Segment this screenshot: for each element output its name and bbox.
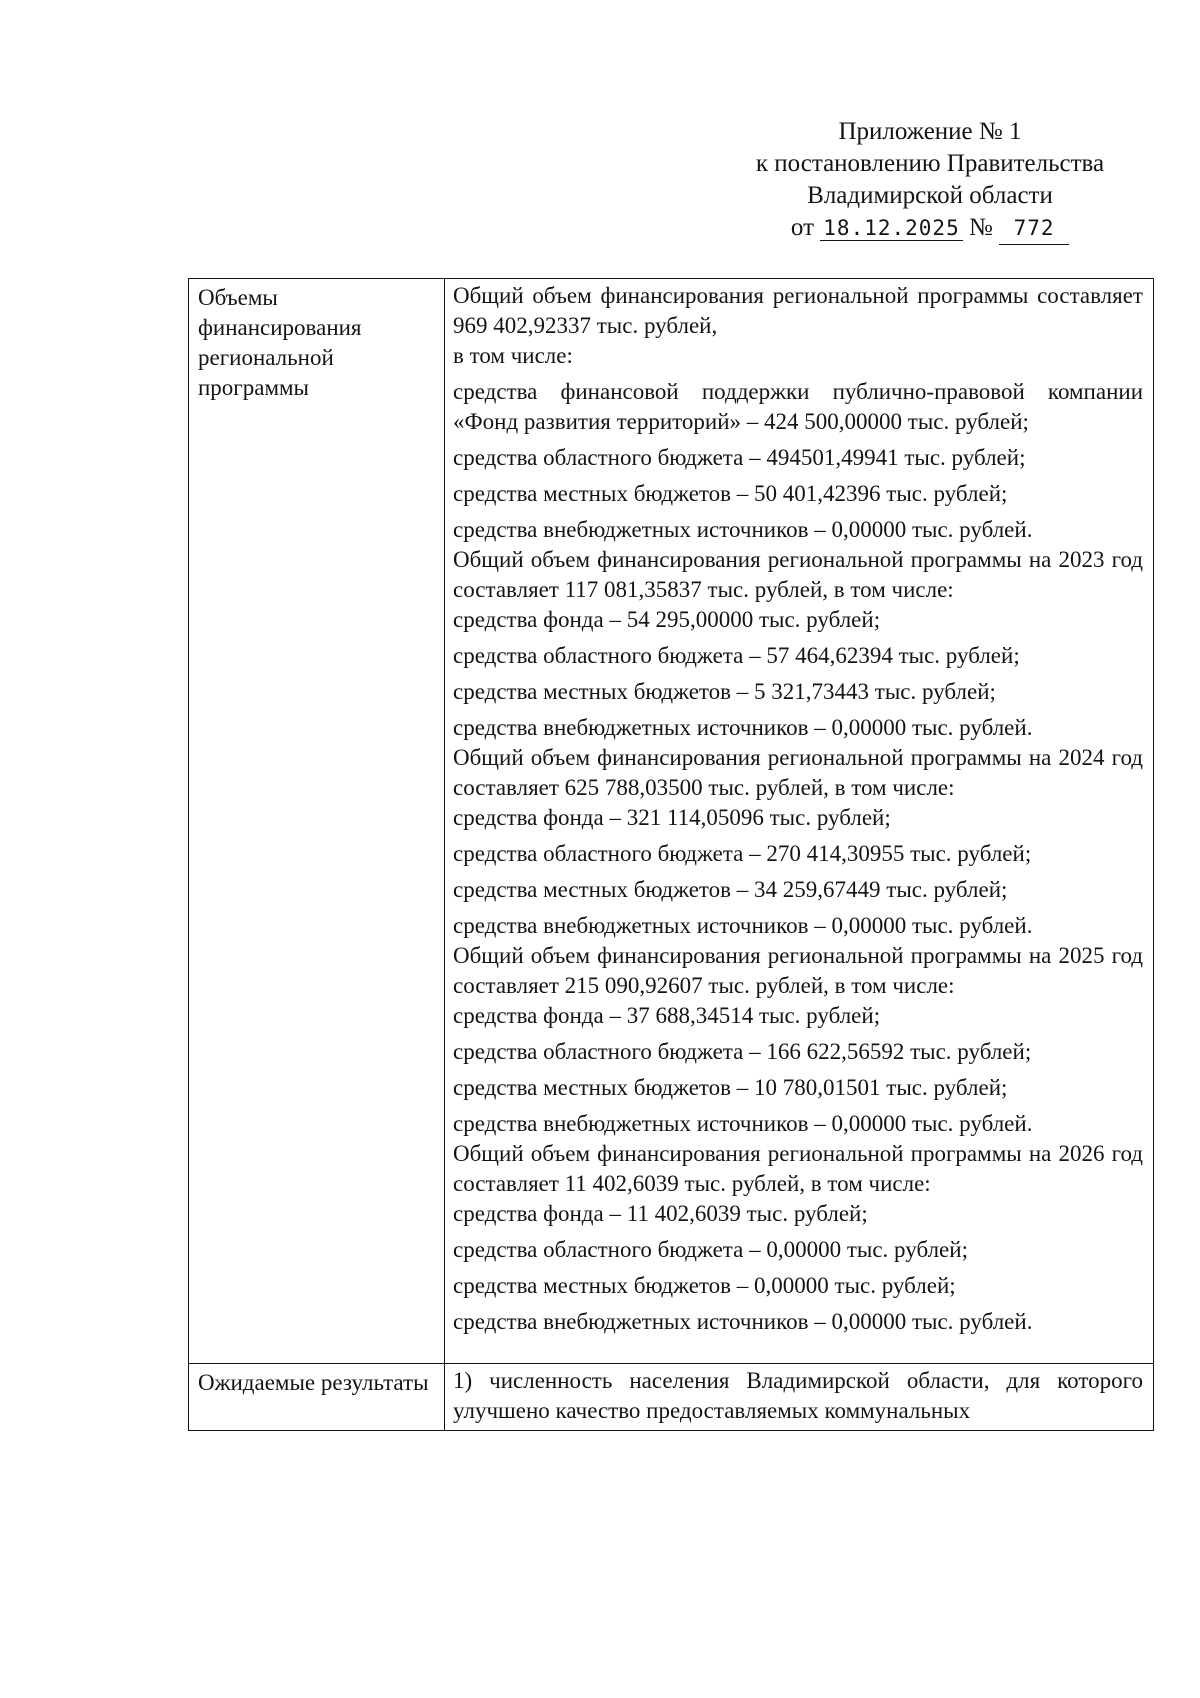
region-name: Владимирской области	[807, 182, 1053, 209]
resolution-date-number	[700, 212, 1160, 245]
financing-2024-local: средства местных бюджетов – 34 259,67449 тыс. рублей;	[453, 877, 1008, 902]
financing-2026-total: Общий объем финансирования региональной программы на 2026 год составляет 11 402,6039 тыс. рублей, в том числе:	[453, 1141, 1143, 1196]
financing-2025-local: средства местных бюджетов – 10 780,01501 тыс. рублей;	[453, 1075, 1008, 1100]
financing-2023-regional: средства областного бюджета – 57 464,62394 тыс. рублей;	[453, 643, 1020, 668]
financing-row	[189, 279, 1154, 1364]
financing-2025-extrabudget: средства внебюджетных источников – 0,00000 тыс. рублей.	[453, 1111, 1033, 1136]
financing-label: Объемы финансирования региональной программы	[189, 279, 445, 1364]
resolution-reference: к постановлению Правительства	[755, 150, 1105, 177]
financing-2024-regional: средства областного бюджета – 270 414,30955 тыс. рублей;	[453, 841, 1032, 866]
financing-2025-fund: средства фонда – 37 688,34514 тыс. рублей;	[453, 1003, 881, 1028]
financing-regional-total: средства областного бюджета – 494501,49941 тыс. рублей;	[453, 445, 1026, 470]
date-prefix: от	[790, 214, 815, 241]
financing-including: в том числе:	[453, 343, 573, 368]
financing-2024-extrabudget: средства внебюджетных источников – 0,00000 тыс. рублей.	[453, 913, 1033, 938]
appendix-title: Приложение № 1	[838, 118, 1022, 145]
financing-2026-extrabudget: средства внебюджетных источников – 0,00000 тыс. рублей.	[453, 1309, 1033, 1334]
expected-results-label	[189, 1364, 445, 1431]
financing-2023-total: Общий объем финансирования региональной программы на 2023 год составляет 117 081,35837 тыс. рублей, в том числе:	[453, 547, 1143, 602]
financing-2026-local: средства местных бюджетов – 0,00000 тыс. рублей;	[453, 1273, 956, 1298]
expected-results-label-text: Ожидаемые результаты	[198, 1370, 429, 1395]
program-passport-table	[188, 278, 1154, 1431]
resolution-number: 772	[999, 212, 1069, 245]
expected-results-text: 1) численность населения Владимирской области, для которого улучшено качество предоставляемых коммунальных	[453, 1368, 1143, 1423]
financing-2026-fund: средства фонда – 11 402,6039 тыс. рублей;	[453, 1201, 868, 1226]
financing-2025-regional: средства областного бюджета – 166 622,56592 тыс. рублей;	[453, 1039, 1032, 1064]
financing-2023-fund: средства фонда – 54 295,00000 тыс. рублей;	[453, 607, 881, 632]
financing-2023-extrabudget: средства внебюджетных источников – 0,00000 тыс. рублей.	[453, 715, 1033, 740]
financing-fund-total: средства финансовой поддержки публично-правовой компании «Фонд развития территорий» – 424 500,00000 тыс. рублей;	[453, 379, 1143, 434]
expected-results-content	[445, 1364, 1154, 1431]
financing-2023-local: средства местных бюджетов – 5 321,73443 тыс. рублей;	[453, 679, 996, 704]
financing-2024-fund: средства фонда – 321 114,05096 тыс. рублей;	[453, 805, 891, 830]
financing-2025-total: Общий объем финансирования региональной программы на 2025 год составляет 215 090,92607 тыс. рублей, в том числе:	[453, 943, 1143, 998]
resolution-date: 18.12.2025	[820, 216, 962, 241]
financing-local-total: средства местных бюджетов – 50 401,42396 тыс. рублей;	[453, 481, 1008, 506]
financing-2026-regional: средства областного бюджета – 0,00000 тыс. рублей;	[453, 1237, 968, 1262]
financing-extrabudget-total: средства внебюджетных источников – 0,00000 тыс. рублей.	[453, 517, 1033, 542]
financing-2024-total: Общий объем финансирования региональной программы на 2024 год составляет 625 788,03500 тыс. рублей, в том числе:	[453, 745, 1143, 800]
expected-results-row	[189, 1364, 1154, 1431]
financing-content	[445, 279, 1154, 1364]
number-sign: №	[968, 214, 993, 241]
financing-total: Общий объем финансирования региональной программы составляет 969 402,92337 тыс. рублей,	[453, 283, 1143, 338]
document-header	[700, 116, 1160, 245]
